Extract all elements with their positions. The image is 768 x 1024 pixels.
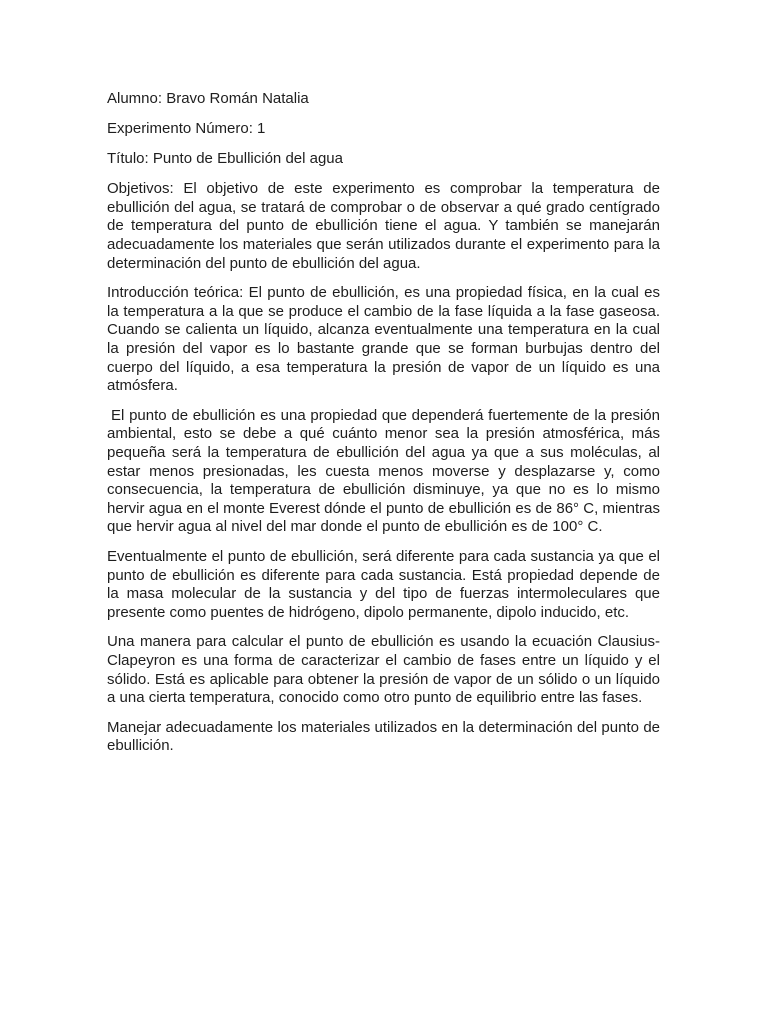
experiment-number: Experimento Número: 1	[107, 120, 266, 138]
document-title: Título: Punto de Ebullición del agua	[107, 150, 343, 168]
document-page	[107, 90, 660, 767]
theoretical-introduction-paragraph: Introducción teórica: El punto de ebullición, es una propiedad física, en la cual es la temperatura a la que se produce el cambio de la fase líquida a la fase gaseosa. Cuando se calienta un líquido, alcanza eventualmente una temperatura en la cual la presión del vapor es lo bastante grande que se forman burbujas dentro del cuerpo del líquido, a esa temperatura la presión de vapor de un líquido es una atmósfera.	[107, 284, 660, 395]
objectives-paragraph: Objetivos: El objetivo de este experimento es comprobar la temperatura de ebullición del agua, se tratará de comprobar o de observar a qué grado centígrado de temperatura del punto de ebullición tiene el agua. Y también se manejarán adecuadamente los materiales que serán utilizados durante el experimento para la determinación del punto de ebullición del agua.	[107, 180, 660, 272]
pressure-paragraph: El punto de ebullición es una propiedad que dependerá fuertemente de la presión ambiental, esto se debe a qué cuánto menor sea la presión atmosférica, más pequeña será la temperatura de ebullición del agua ya que a sus moléculas, al estar menos presionadas, les cuesta menos moverse y desplazarse y, como consecuencia, la temperatura de ebullición disminuye, ya que no es lo mismo hervir agua en el monte Everest dónde el punto de ebullición es de 86° C, mientras que hervir agua al nivel del mar donde el punto de ebullición es de 100° C.	[107, 406, 660, 536]
student-name: Alumno: Bravo Román Natalia	[107, 90, 309, 107]
substance-paragraph: Eventualmente el punto de ebullición, será diferente para cada sustancia ya que el punto de ebullición es diferente para cada sustancia. Está propiedad depende de la masa molecular de la sustancia y del tipo de fuerzas intermoleculares que presente como puentes de hidrógeno, dipolo permanente, dipolo inducido, etc.	[107, 547, 660, 621]
materials-paragraph: Manejar adecuadamente los materiales utilizados en la determinación del punto de ebullición.	[107, 718, 660, 755]
clausius-clapeyron-paragraph: Una manera para calcular el punto de ebullición es usando la ecuación Clausius-Clapeyron es una forma de caracterizar el cambio de fases entre un líquido y el sólido. Está es aplicable para obtener la presión de vapor de un sólido o un líquido a una cierta temperatura, conocido como otro punto de equilibrio entre las fases.	[107, 633, 660, 707]
